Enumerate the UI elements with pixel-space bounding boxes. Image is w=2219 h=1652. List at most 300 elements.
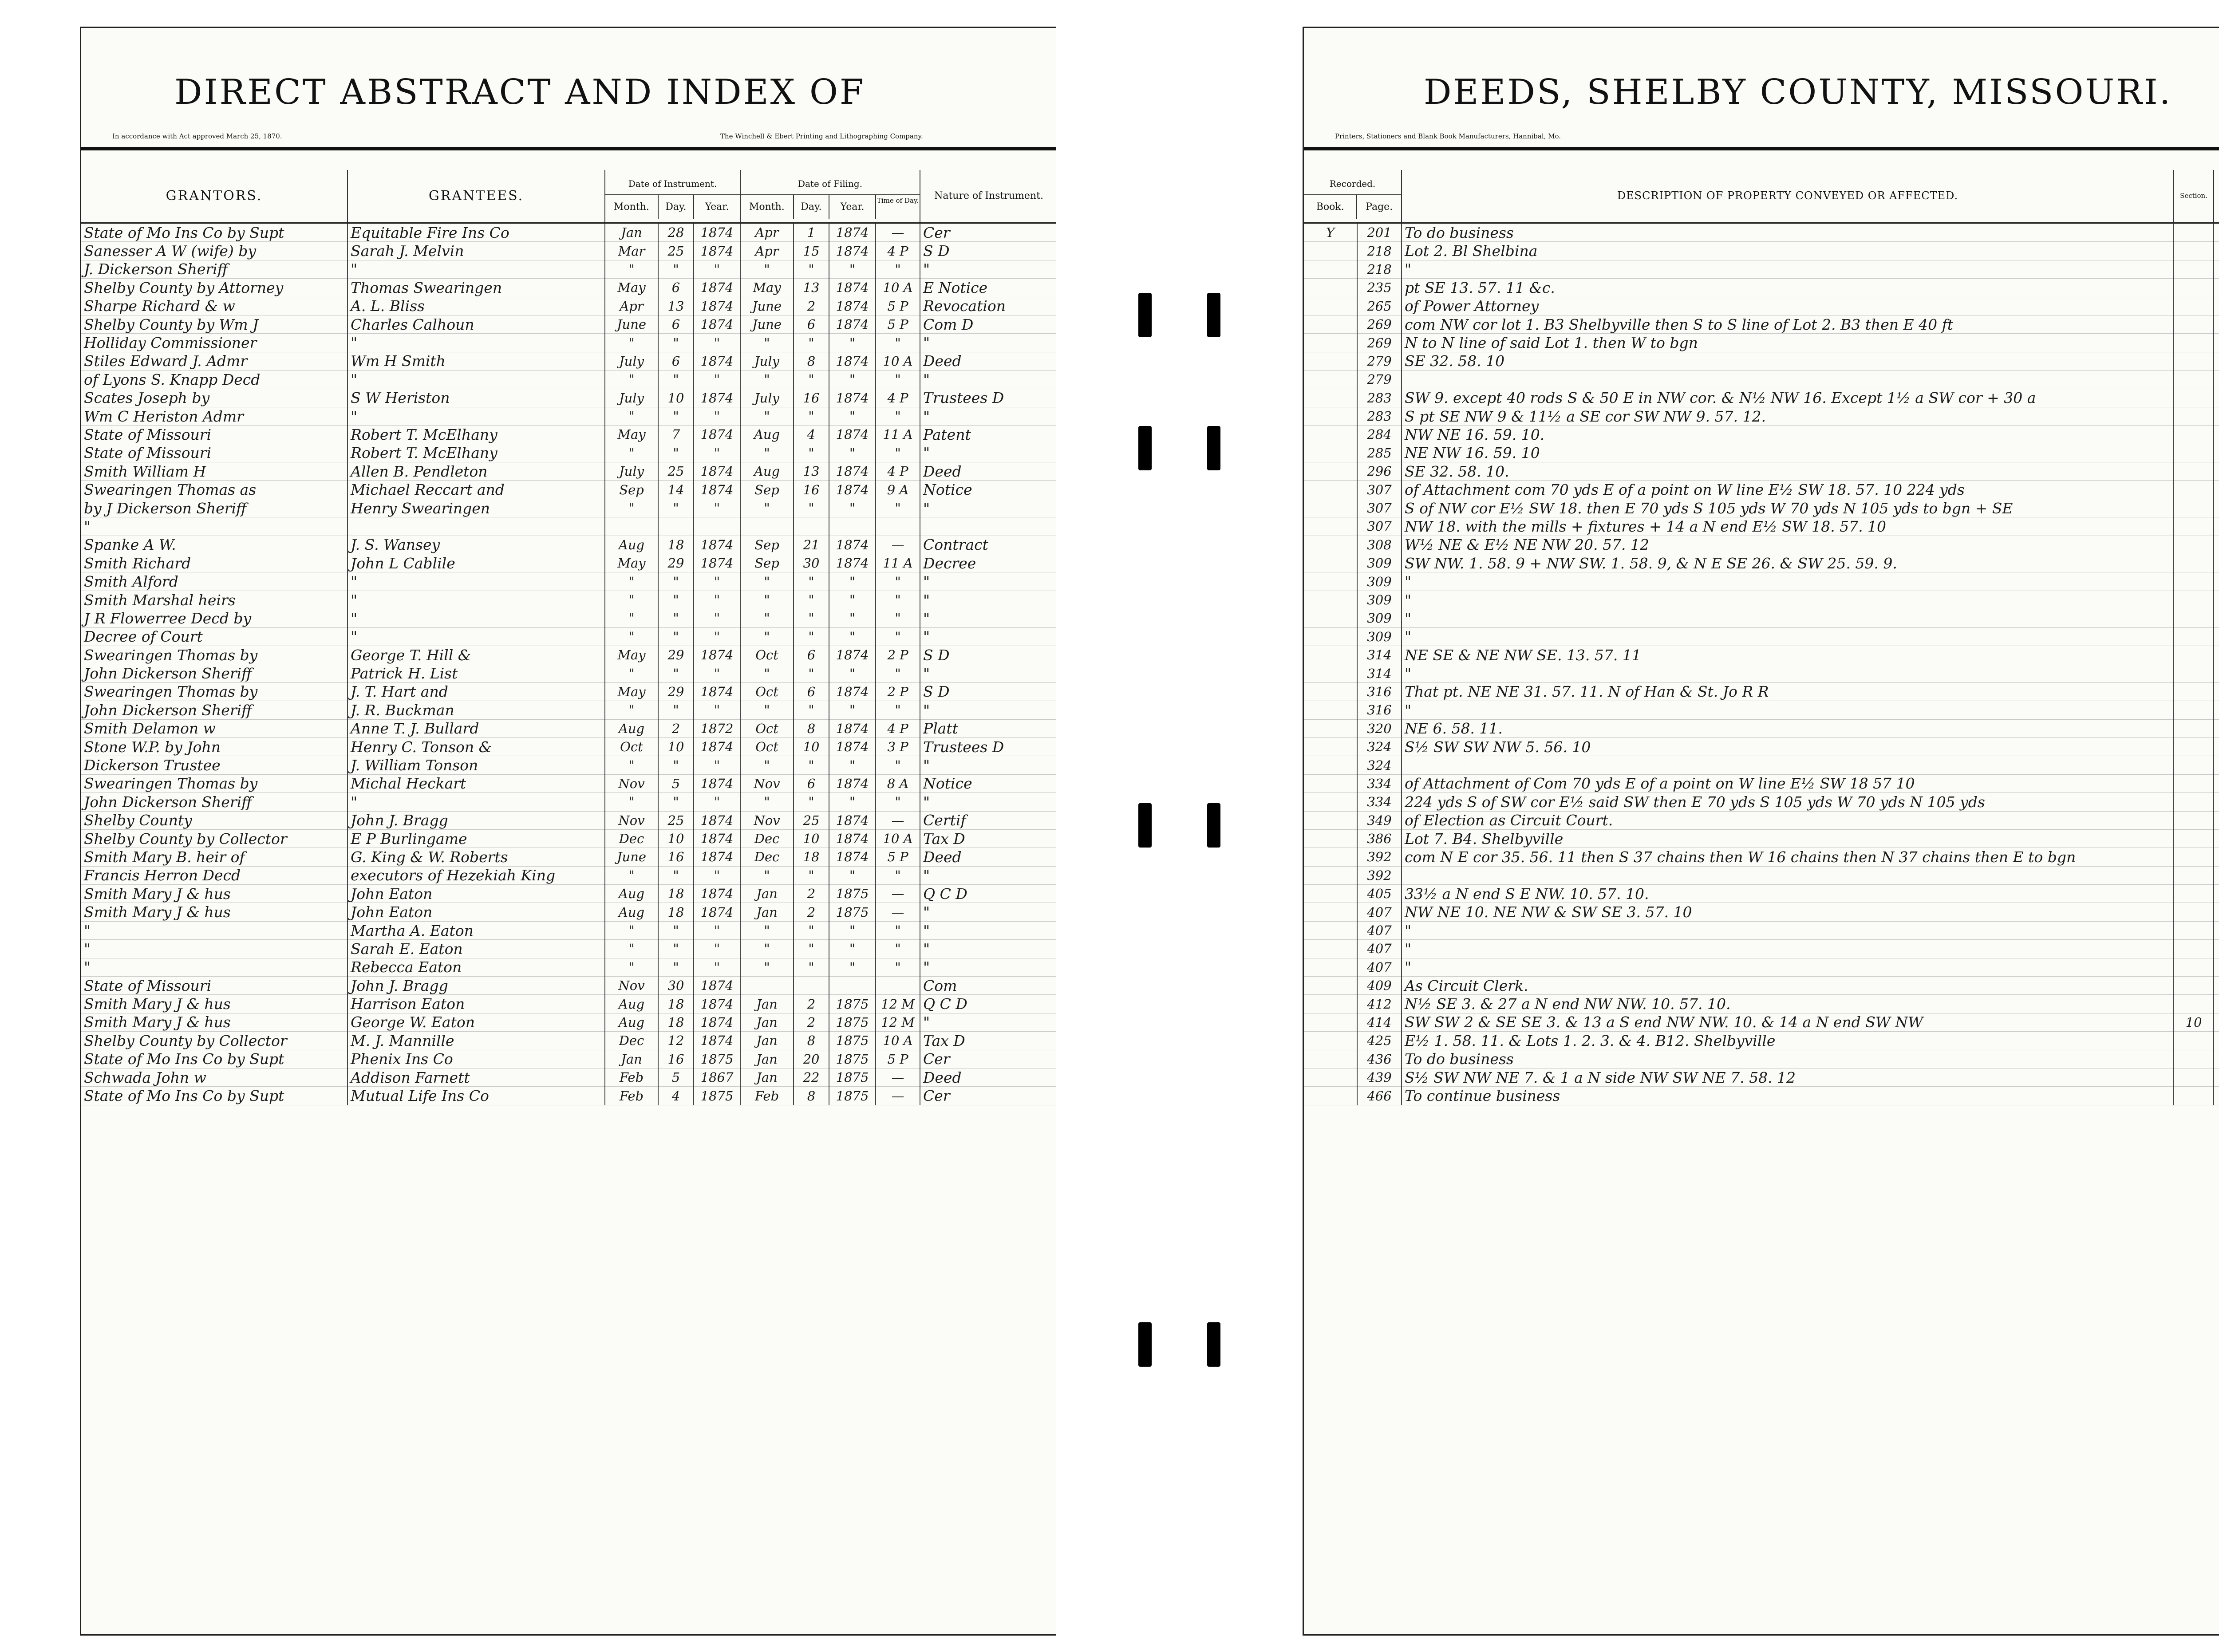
grantor-cell: Smith Mary J & hus	[81, 995, 347, 1013]
nature-cell	[920, 517, 1058, 536]
grantor-cell: "	[81, 958, 347, 976]
section-cell	[2174, 866, 2214, 884]
instrument-day-cell: 18	[658, 1013, 694, 1031]
section-cell	[2174, 591, 2214, 609]
filing-year-cell: 1874	[829, 297, 876, 315]
instrument-day-cell: 10	[658, 389, 694, 407]
table-row	[81, 260, 1058, 278]
filing-month-header: Month.	[741, 195, 794, 219]
description-cell: of Election as Circuit Court.	[1402, 811, 2174, 829]
inst-month-header: Month.	[605, 195, 659, 219]
township-cell	[2214, 903, 2219, 921]
table-row	[81, 223, 1058, 242]
instrument-year-cell: 1874	[694, 1013, 740, 1031]
instrument-year-cell: 1874	[694, 829, 740, 848]
date-of-instrument-group	[605, 170, 740, 223]
filing-year-cell: 1874	[829, 462, 876, 481]
grantee-cell: J. T. Hart and	[347, 682, 605, 701]
filing-day-cell: "	[794, 407, 829, 425]
table-row	[81, 719, 1058, 737]
page-cell: 309	[1357, 591, 1402, 609]
instrument-month-cell: Sep	[605, 481, 658, 499]
filing-month-cell: "	[740, 701, 794, 719]
grantor-cell: Dickerson Trustee	[81, 756, 347, 774]
instrument-year-cell: "	[694, 940, 740, 958]
grantor-cell: State of Missouri	[81, 444, 347, 462]
township-cell	[2214, 315, 2219, 333]
instrument-day-cell: 12	[658, 1032, 694, 1050]
grantee-cell: George W. Eaton	[347, 1013, 605, 1031]
table-row	[81, 737, 1058, 756]
instrument-year-cell: 1874	[694, 774, 740, 792]
township-cell	[2214, 260, 2219, 278]
table-row	[81, 885, 1058, 903]
description-cell: SW SW 2 & SE SE 3. & 13 a S end NW NW. 10. & 14 a N end SW NW	[1402, 1013, 2174, 1031]
description-cell	[1402, 866, 2174, 884]
table-row	[81, 921, 1058, 939]
section-cell	[2174, 572, 2214, 591]
table-row	[1304, 719, 2219, 737]
filing-year-cell: 1874	[829, 682, 876, 701]
instrument-year-cell: 1874	[694, 536, 740, 554]
filing-day-cell: "	[794, 444, 829, 462]
filing-year-cell: 1874	[829, 774, 876, 792]
book-cell	[1304, 352, 1357, 370]
nature-cell: Deed	[920, 1068, 1058, 1086]
nature-cell: "	[920, 444, 1058, 462]
section-cell	[2174, 1050, 2214, 1068]
nature-cell: "	[920, 903, 1058, 921]
instrument-year-cell: 1874	[694, 903, 740, 921]
nature-cell: Cer	[920, 1050, 1058, 1068]
table-row	[81, 591, 1058, 609]
nature-cell: "	[920, 940, 1058, 958]
filing-month-cell: Dec	[740, 829, 794, 848]
filing-day-cell: "	[794, 499, 829, 517]
instrument-day-cell: 29	[658, 646, 694, 664]
filing-month-cell: Oct	[740, 682, 794, 701]
table-row	[1304, 682, 2219, 701]
filing-month-cell: Oct	[740, 646, 794, 664]
instrument-day-cell: 5	[658, 774, 694, 792]
instrument-year-cell: 1874	[694, 462, 740, 481]
section-cell	[2174, 774, 2214, 792]
time-of-day-cell: "	[876, 609, 920, 627]
instrument-year-cell: "	[694, 958, 740, 976]
filing-month-cell: Jan	[740, 903, 794, 921]
filing-year-cell: "	[829, 260, 876, 278]
filing-month-cell: "	[740, 609, 794, 627]
filing-month-cell: "	[740, 499, 794, 517]
table-row	[81, 682, 1058, 701]
table-row	[81, 995, 1058, 1013]
filing-day-cell: 1	[794, 223, 829, 242]
table-row	[1304, 260, 2219, 278]
nature-cell: "	[920, 371, 1058, 389]
book-cell	[1304, 389, 1357, 407]
table-row	[1304, 407, 2219, 425]
grantor-cell: Shelby County by Collector	[81, 1032, 347, 1050]
nature-cell: Deed	[920, 462, 1058, 481]
instrument-year-cell: "	[694, 371, 740, 389]
grantee-cell: "	[347, 793, 605, 811]
section-cell	[2174, 1087, 2214, 1105]
instrument-month-cell: "	[605, 334, 658, 352]
filing-year-cell: 1874	[829, 829, 876, 848]
filing-year-cell	[829, 977, 876, 995]
time-of-day-cell: 4 P	[876, 462, 920, 481]
table-row	[1304, 995, 2219, 1013]
township-cell	[2214, 334, 2219, 352]
time-of-day-cell: "	[876, 371, 920, 389]
section-cell	[2174, 371, 2214, 389]
table-row	[81, 444, 1058, 462]
filing-day-cell: 8	[794, 1087, 829, 1105]
grantee-cell: executors of Hezekiah King	[347, 866, 605, 884]
page-cell: 269	[1357, 334, 1402, 352]
description-cell: NW NE 10. NE NW & SW SE 3. 57. 10	[1402, 903, 2174, 921]
filing-year-cell: "	[829, 958, 876, 976]
township-cell	[2214, 627, 2219, 646]
filing-year-cell: 1875	[829, 1013, 876, 1031]
book-cell	[1304, 682, 1357, 701]
table-row	[1304, 389, 2219, 407]
filing-day-cell: 30	[794, 554, 829, 572]
grantor-cell: J. Dickerson Sheriff	[81, 260, 347, 278]
property-description-table	[1304, 170, 2219, 1105]
description-cell: S½ SW SW NW 5. 56. 10	[1402, 737, 2174, 756]
book-header: Book.	[1304, 195, 1357, 219]
instrument-year-cell: 1874	[694, 315, 740, 333]
page-cell: 309	[1357, 554, 1402, 572]
grantee-cell: Martha A. Eaton	[347, 921, 605, 939]
punch-hole	[1138, 1322, 1152, 1367]
page-cell: 386	[1357, 829, 1402, 848]
grantee-cell: S W Heriston	[347, 389, 605, 407]
filing-month-cell: July	[740, 352, 794, 370]
filing-day-cell: "	[794, 940, 829, 958]
nature-cell: Com	[920, 977, 1058, 995]
time-of-day-cell: 9 A	[876, 481, 920, 499]
page-cell: 279	[1357, 371, 1402, 389]
description-cell: SW 9. except 40 rods S & 50 E in NW cor. & N½ NW 16. Except 1½ a SW cor + 30 a	[1402, 389, 2174, 407]
filing-month-cell: June	[740, 297, 794, 315]
filing-day-cell: 6	[794, 682, 829, 701]
filing-day-cell: 20	[794, 1050, 829, 1068]
book-cell	[1304, 1050, 1357, 1068]
filing-day-cell: "	[794, 572, 829, 591]
township-header	[2214, 170, 2219, 223]
nature-cell: "	[920, 334, 1058, 352]
township-cell	[2214, 444, 2219, 462]
grantees-header: GRANTEES.	[347, 170, 605, 223]
grantor-grantee-table	[81, 170, 1058, 1105]
book-cell	[1304, 426, 1357, 444]
filing-year-cell: "	[829, 866, 876, 884]
township-cell	[2214, 371, 2219, 389]
grantee-cell: A. L. Bliss	[347, 297, 605, 315]
inst-day-header: Day.	[659, 195, 694, 219]
book-cell	[1304, 609, 1357, 627]
grantee-cell: "	[347, 591, 605, 609]
section-cell	[2174, 977, 2214, 995]
filing-month-cell: Feb	[740, 1087, 794, 1105]
section-header: Section.	[2174, 170, 2214, 223]
filing-day-cell: 13	[794, 462, 829, 481]
township-cell	[2214, 885, 2219, 903]
filing-year-cell: 1874	[829, 481, 876, 499]
page-cell: 320	[1357, 719, 1402, 737]
instrument-day-cell: 6	[658, 352, 694, 370]
filing-year-cell: 1874	[829, 737, 876, 756]
instrument-month-cell: May	[605, 279, 658, 297]
page-cell: 309	[1357, 572, 1402, 591]
instrument-month-cell: "	[605, 793, 658, 811]
nature-cell: Notice	[920, 774, 1058, 792]
filing-month-cell: Dec	[740, 848, 794, 866]
time-of-day-cell: —	[876, 536, 920, 554]
nature-cell: E Notice	[920, 279, 1058, 297]
page-cell: 285	[1357, 444, 1402, 462]
grantee-cell: John J. Bragg	[347, 811, 605, 829]
grantee-cell: Patrick H. List	[347, 664, 605, 682]
grantor-cell: State of Missouri	[81, 977, 347, 995]
table-row	[1304, 829, 2219, 848]
table-row	[1304, 1068, 2219, 1086]
filing-month-cell: Sep	[740, 536, 794, 554]
description-cell: "	[1402, 921, 2174, 939]
book-cell	[1304, 719, 1357, 737]
grantee-cell: Henry Swearingen	[347, 499, 605, 517]
binding-gutter	[1056, 0, 1303, 1652]
grantee-cell: Allen B. Pendleton	[347, 462, 605, 481]
filing-month-cell: "	[740, 591, 794, 609]
township-cell	[2214, 921, 2219, 939]
section-cell	[2174, 315, 2214, 333]
grantee-cell: Henry C. Tonson &	[347, 737, 605, 756]
township-cell	[2214, 646, 2219, 664]
grantor-cell: Decree of Court	[81, 627, 347, 646]
instrument-month-cell: May	[605, 554, 658, 572]
township-cell	[2214, 793, 2219, 811]
instrument-month-cell: June	[605, 848, 658, 866]
grantee-cell: John Eaton	[347, 885, 605, 903]
nature-cell: "	[920, 572, 1058, 591]
instrument-month-cell: June	[605, 315, 658, 333]
filing-day-cell: 10	[794, 829, 829, 848]
filing-day-cell: 6	[794, 774, 829, 792]
filing-year-cell: "	[829, 921, 876, 939]
table-row	[1304, 701, 2219, 719]
book-cell	[1304, 517, 1357, 536]
grantee-cell: Sarah E. Eaton	[347, 940, 605, 958]
instrument-year-cell	[694, 517, 740, 536]
time-of-day-cell	[876, 517, 920, 536]
time-of-day-cell: 8 A	[876, 774, 920, 792]
grantor-cell: State of Mo Ins Co by Supt	[81, 1087, 347, 1105]
table-row	[1304, 848, 2219, 866]
filing-month-cell: Jan	[740, 1032, 794, 1050]
table-row	[81, 407, 1058, 425]
township-cell	[2214, 958, 2219, 976]
description-cell: "	[1402, 591, 2174, 609]
page-cell: 279	[1357, 352, 1402, 370]
table-row	[1304, 481, 2219, 499]
section-cell	[2174, 444, 2214, 462]
section-cell	[2174, 848, 2214, 866]
instrument-year-cell: "	[694, 334, 740, 352]
filing-year-cell: 1875	[829, 1050, 876, 1068]
description-cell: S½ SW NW NE 7. & 1 a N side NW SW NE 7. 58. 12	[1402, 1068, 2174, 1086]
instrument-year-cell: 1874	[694, 885, 740, 903]
instrument-month-cell: "	[605, 260, 658, 278]
filing-month-cell: "	[740, 444, 794, 462]
section-cell	[2174, 811, 2214, 829]
nature-cell: Com D	[920, 315, 1058, 333]
filing-year-cell: "	[829, 407, 876, 425]
filing-year-cell: "	[829, 627, 876, 646]
book-cell: Y	[1304, 223, 1357, 242]
nature-cell: Contract	[920, 536, 1058, 554]
page-cell: 296	[1357, 462, 1402, 481]
page-cell: 235	[1357, 279, 1402, 297]
grantor-cell: State of Mo Ins Co by Supt	[81, 223, 347, 242]
instrument-day-cell: 18	[658, 995, 694, 1013]
page-cell: 439	[1357, 1068, 1402, 1086]
filing-day-cell: 2	[794, 885, 829, 903]
page-cell: 407	[1357, 903, 1402, 921]
instrument-year-cell: "	[694, 921, 740, 939]
table-row	[1304, 279, 2219, 297]
filing-year-cell: "	[829, 334, 876, 352]
description-cell: com N E cor 35. 56. 11 then S 37 chains then W 16 chains then N 37 chains then E to bgn	[1402, 848, 2174, 866]
instrument-day-cell: 6	[658, 279, 694, 297]
filing-year-cell: "	[829, 371, 876, 389]
grantor-cell: Smith Mary B. heir of	[81, 848, 347, 866]
filing-month-cell: Jan	[740, 1050, 794, 1068]
township-cell	[2214, 591, 2219, 609]
time-of-day-cell: 5 P	[876, 315, 920, 333]
grantee-cell: Wm H Smith	[347, 352, 605, 370]
instrument-year-cell: "	[694, 793, 740, 811]
book-cell	[1304, 554, 1357, 572]
instrument-day-cell: "	[658, 866, 694, 884]
time-of-day-cell: —	[876, 1068, 920, 1086]
instrument-month-cell: "	[605, 444, 658, 462]
section-cell	[2174, 260, 2214, 278]
grantee-cell: J. S. Wansey	[347, 536, 605, 554]
table-row	[81, 646, 1058, 664]
description-cell: NW NE 16. 59. 10.	[1402, 426, 2174, 444]
filing-year-cell: 1874	[829, 352, 876, 370]
table-row	[81, 701, 1058, 719]
description-cell: "	[1402, 940, 2174, 958]
book-cell	[1304, 848, 1357, 866]
township-cell	[2214, 481, 2219, 499]
page-cell: 309	[1357, 627, 1402, 646]
table-row	[81, 352, 1058, 370]
township-cell	[2214, 352, 2219, 370]
table-row	[81, 1087, 1058, 1105]
instrument-month-cell: Aug	[605, 995, 658, 1013]
instrument-day-cell: "	[658, 591, 694, 609]
section-cell	[2174, 334, 2214, 352]
instrument-day-cell: "	[658, 572, 694, 591]
instrument-day-cell: "	[658, 701, 694, 719]
nature-cell: "	[920, 958, 1058, 976]
table-row	[1304, 1013, 2219, 1031]
punch-hole	[1207, 1322, 1220, 1367]
time-of-day-cell: 4 P	[876, 389, 920, 407]
grantee-cell: Anne T. J. Bullard	[347, 719, 605, 737]
time-of-day-cell: "	[876, 701, 920, 719]
book-cell	[1304, 444, 1357, 462]
page-cell: 269	[1357, 315, 1402, 333]
grantor-cell: Swearingen Thomas as	[81, 481, 347, 499]
filing-day-cell: "	[794, 591, 829, 609]
instrument-day-cell: 18	[658, 903, 694, 921]
table-row	[81, 793, 1058, 811]
filing-year-cell: 1874	[829, 536, 876, 554]
grantor-cell: "	[81, 921, 347, 939]
instrument-month-cell: "	[605, 940, 658, 958]
book-cell	[1304, 462, 1357, 481]
page-cell: 283	[1357, 389, 1402, 407]
table-row	[81, 462, 1058, 481]
description-cell: of Attachment com 70 yds E of a point on W line E½ SW 18. 57. 10 224 yds	[1402, 481, 2174, 499]
table-row	[81, 940, 1058, 958]
table-row	[1304, 444, 2219, 462]
filing-day-cell: "	[794, 260, 829, 278]
grantor-cell: Smith Mary J & hus	[81, 903, 347, 921]
table-row	[81, 371, 1058, 389]
book-cell	[1304, 371, 1357, 389]
instrument-year-cell: 1875	[694, 1050, 740, 1068]
description-cell: Lot 7. B4. Shelbyville	[1402, 829, 2174, 848]
table-row	[81, 315, 1058, 333]
table-row	[1304, 297, 2219, 315]
page-cell: 407	[1357, 921, 1402, 939]
filing-day-header: Day.	[794, 195, 829, 219]
filing-day-cell: 21	[794, 536, 829, 554]
grantee-cell: M. J. Mannille	[347, 1032, 605, 1050]
instrument-day-cell: 25	[658, 811, 694, 829]
book-cell	[1304, 866, 1357, 884]
book-cell	[1304, 885, 1357, 903]
grantor-cell: Spanke A W.	[81, 536, 347, 554]
grantor-cell: Sharpe Richard & w	[81, 297, 347, 315]
table-row	[1304, 334, 2219, 352]
book-cell	[1304, 260, 1357, 278]
filing-month-cell: Aug	[740, 462, 794, 481]
page-cell: 316	[1357, 701, 1402, 719]
filing-month-cell: Jan	[740, 1013, 794, 1031]
nature-header: Nature of Instrument.	[920, 170, 1058, 223]
township-cell	[2214, 499, 2219, 517]
filing-day-cell: 25	[794, 811, 829, 829]
printer-note-right: Printers, Stationers and Blank Book Manufacturers, Hannibal, Mo.	[1335, 132, 1561, 140]
recorded-group	[1304, 170, 1402, 223]
table-row	[81, 848, 1058, 866]
section-cell	[2174, 223, 2214, 242]
grantor-cell: of Lyons S. Knapp Decd	[81, 371, 347, 389]
township-cell	[2214, 995, 2219, 1013]
instrument-month-cell: Nov	[605, 774, 658, 792]
description-cell: SW NW. 1. 58. 9 + NW SW. 1. 58. 9, & N E SE 26. & SW 25. 59. 9.	[1402, 554, 2174, 572]
book-cell	[1304, 334, 1357, 352]
instrument-year-cell: 1874	[694, 223, 740, 242]
instrument-day-cell: "	[658, 499, 694, 517]
